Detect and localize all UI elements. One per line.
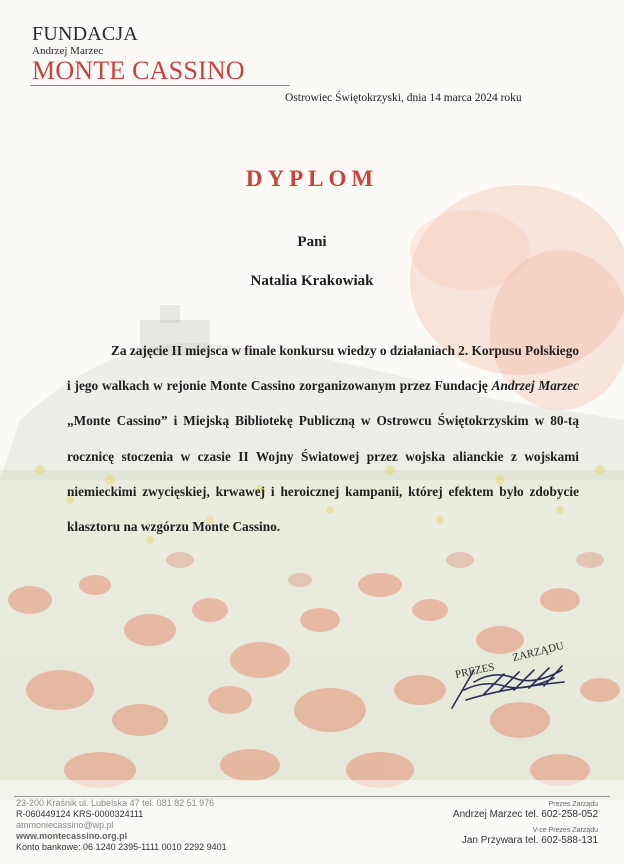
body-text-part2: „Monte Cassino” i Miejską Bibliotekę Publiczną w Ostrowcu Świętokrzyskim w 80-tą rocznicę stoczenia w czasie II Wojny Światowej przez wojska alianckie z wojskami niemieckimi zwycięskiej, krwawej i heroicznej kampanii, której efektem było zdobycie klasztoru na wzgórzu Monte Cassino. (67, 413, 579, 535)
footer-registry: R-060449124 KRS-0000324111 (16, 809, 144, 819)
recipient-name: Natalia Krakowiak (250, 273, 374, 289)
footer-divider (14, 796, 610, 797)
place-and-date: Ostrowiec Świętokrzyski, dnia 14 marca 2024 roku (285, 92, 522, 104)
footer-website: www.montecassino.org.pl (16, 831, 128, 841)
footer-board (453, 800, 598, 852)
footer-role-vice-president: V-ce Prezes Zarządu (532, 827, 598, 834)
footer-address: 23-200 Kraśnik ul. Lubelska 47 tel. 081 82 51 976 (16, 798, 215, 808)
footer-role-president: Prezes Zarządu (548, 801, 598, 808)
body-text-part1: Za zajęcie II miejsca w finale konkursu wiedzy o działaniach 2. Korpusu Polskiego i jego walkach w rejonie Monte Cassino zorganizowanym przez Fundację (67, 343, 579, 394)
stamp-prezes: PREZES (454, 661, 496, 681)
foundation-logo (32, 24, 245, 84)
diploma-title: DYPLOM (245, 166, 379, 191)
body-text-italic: Andrzej Marzec (491, 378, 579, 394)
logo-monte-cassino: MONTE CASSINO (32, 56, 245, 85)
footer-bank-account: Konto bankowe: 06 1240 2395-1111 0010 2292 9401 (16, 842, 227, 852)
signature (444, 630, 584, 720)
diploma-body (67, 333, 579, 544)
footer-vice-president: Jan Przywara tel. 602-588-131 (461, 835, 598, 846)
footer-president: Andrzej Marzec tel. 602-258-052 (452, 809, 598, 820)
footer-contact (16, 798, 227, 853)
footer-email: ammoniecassino@wp.pl (16, 820, 114, 830)
logo-fundacja: FUNDACJA (32, 23, 139, 45)
logo-founder-name: Andrzej Marzec (32, 45, 104, 57)
header-divider (30, 85, 290, 86)
stamp-zarzadu: ZARZĄDU (511, 639, 566, 665)
salutation: Pani (297, 234, 327, 250)
